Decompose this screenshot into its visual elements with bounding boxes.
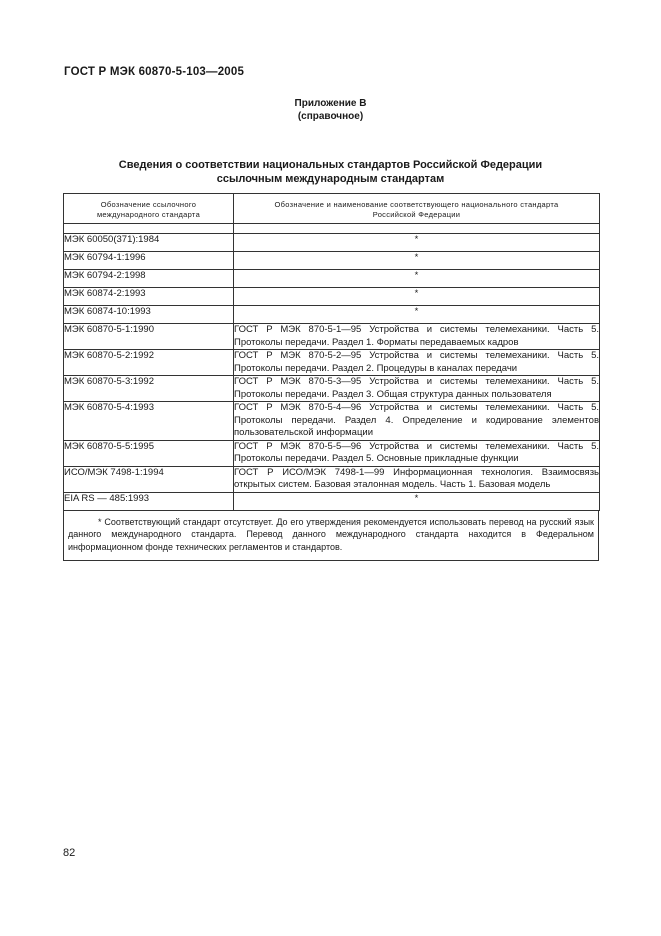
reference-standard-cell: МЭК 60874-2:1993 bbox=[64, 288, 234, 306]
table-row bbox=[64, 288, 600, 306]
standards-table-container bbox=[63, 193, 599, 561]
national-standard-cell: ГОСТ Р МЭК 870-5-2—95 Устройства и системы телемеханики. Часть 5. Протоколы передачи. Раздел 2. Процедуры в каналах передачи bbox=[234, 350, 599, 374]
table-row bbox=[64, 234, 600, 252]
table-row bbox=[64, 270, 600, 288]
table-header-row bbox=[64, 194, 600, 224]
national-standard-cell: ГОСТ Р МЭК 870-5-5—96 Устройства и системы телемеханики. Часть 5. Протоколы передачи. Раздел 5. Основные прикладные функции bbox=[234, 440, 599, 464]
appendix-subtitle: (справочное) bbox=[297, 111, 364, 122]
national-standard-cell: ГОСТ Р МЭК 870-5-3—95 Устройства и системы телемеханики. Часть 5. Протоколы передачи. Раздел 3. Общая структура данных пользователя bbox=[234, 376, 599, 400]
table-row bbox=[64, 252, 600, 270]
reference-standard-cell: МЭК 60050(371):1984 bbox=[64, 234, 234, 252]
reference-standard-cell: МЭК 60870-5-5:1995 bbox=[64, 440, 234, 466]
footnote-text: * Соответствующий стандарт отсутствует. До его утверждения рекомендуется использовать перевод на русский язык данного международного стандарта. Перевод данного международного стандарта находится в Федеральном информационном фонде технических регламентов и стандартов. bbox=[68, 516, 594, 552]
column-header-reference-line-1: Обозначение ссылочного bbox=[100, 200, 197, 209]
national-standard-cell: ГОСТ Р МЭК 870-5-4—96 Устройства и системы телемеханики. Часть 5. Протоколы передачи. Раздел 4. Определение и кодирование элементов пользовательской информации bbox=[234, 402, 599, 438]
table-row bbox=[64, 440, 600, 466]
reference-standard-cell: ИСО/МЭК 7498-1:1994 bbox=[64, 466, 234, 492]
reference-standard-cell: МЭК 60794-1:1996 bbox=[64, 252, 234, 270]
national-standard-cell: * bbox=[234, 288, 600, 306]
reference-standard-cell: МЭК 60794-2:1998 bbox=[64, 270, 234, 288]
reference-standard-cell: МЭК 60874-10:1993 bbox=[64, 306, 234, 324]
table-row bbox=[64, 324, 600, 350]
table-row bbox=[64, 306, 600, 324]
table-row bbox=[64, 376, 600, 402]
column-header-reference-line-2: международного стандарта bbox=[96, 210, 201, 219]
column-header-national-line-2: Российской Федерации bbox=[372, 210, 461, 219]
table-row bbox=[64, 466, 600, 492]
national-standard-cell: ГОСТ Р ИСО/МЭК 7498-1—99 Информационная технология. Взаимосвязь открытых систем. Базовая эталонная модель. Часть 1. Базовая модель bbox=[234, 466, 599, 490]
appendix-title: Приложение В bbox=[294, 98, 367, 109]
reference-standard-cell: МЭК 60870-5-3:1992 bbox=[64, 376, 234, 402]
page-number: 82 bbox=[63, 847, 76, 859]
table-title bbox=[0, 158, 661, 186]
document-code: ГОСТ Р МЭК 60870-5-103—2005 bbox=[64, 66, 245, 78]
standards-table bbox=[63, 193, 600, 511]
national-standard-cell: ГОСТ Р МЭК 870-5-1—95 Устройства и системы телемеханики. Часть 5. Протоколы передачи. Раздел 1. Форматы передаваемых кадров bbox=[234, 324, 599, 348]
reference-standard-cell: EIA RS — 485:1993 bbox=[64, 492, 234, 510]
reference-standard-cell: МЭК 60870-5-2:1992 bbox=[64, 350, 234, 376]
national-standard-cell: * bbox=[234, 492, 600, 510]
reference-standard-cell: МЭК 60870-5-1:1990 bbox=[64, 324, 234, 350]
table-footnote bbox=[63, 511, 599, 562]
national-standard-cell: * bbox=[234, 252, 600, 270]
national-standard-cell: * bbox=[234, 234, 600, 252]
national-standard-cell: * bbox=[234, 270, 600, 288]
table-row bbox=[64, 402, 600, 441]
table-title-line-1: Сведения о соответствии национальных стандартов Российской Федерации bbox=[118, 159, 543, 171]
table-title-line-2: ссылочным международным стандартам bbox=[216, 173, 445, 185]
column-header-national bbox=[234, 194, 600, 224]
national-standard-cell: * bbox=[234, 306, 600, 324]
table-spacer-row bbox=[64, 224, 600, 234]
table-row bbox=[64, 492, 600, 510]
column-header-reference bbox=[64, 194, 234, 224]
column-header-national-line-1: Обозначение и наименование соответствующего национального стандарта bbox=[274, 200, 559, 209]
table-row bbox=[64, 350, 600, 376]
reference-standard-cell: МЭК 60870-5-4:1993 bbox=[64, 402, 234, 441]
appendix-heading bbox=[0, 97, 661, 123]
